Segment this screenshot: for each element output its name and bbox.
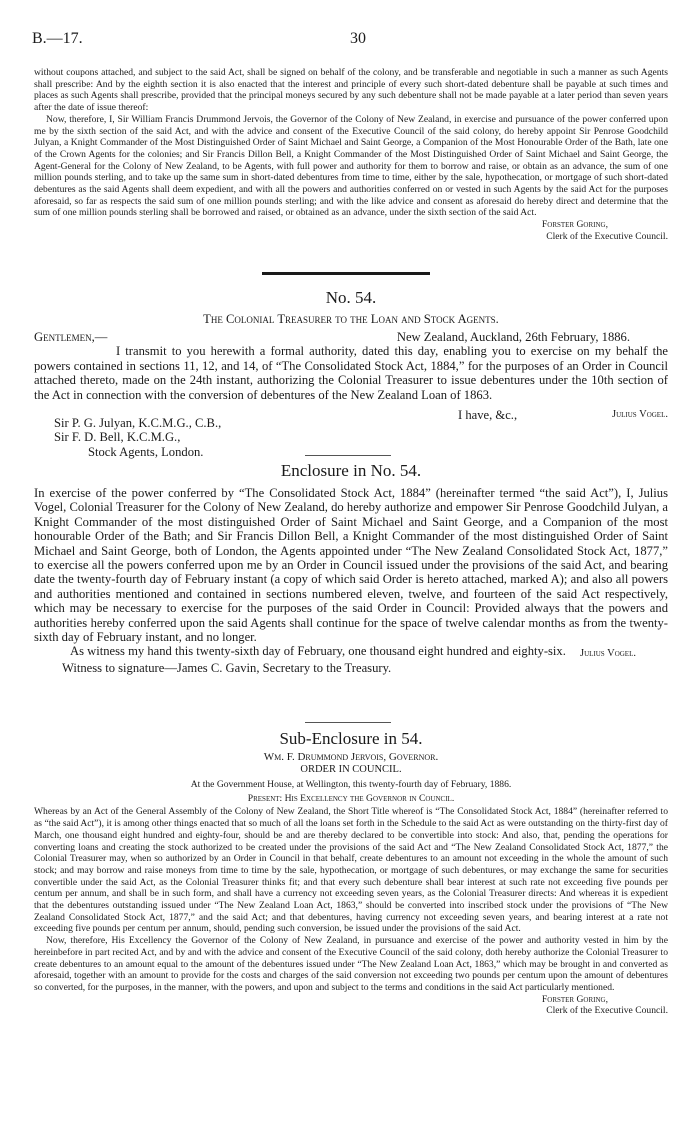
witness-signature: Witness to signature—James C. Gavin, Secretary to the Treasury. (62, 661, 392, 676)
letter-title: No. 54. (325, 288, 377, 307)
present-line: Present: His Excellency the Governor in Council. (247, 792, 455, 804)
page-number: 30 (350, 30, 366, 47)
governor-line: Wm. F. Drummond Jervois, Governor. (263, 751, 439, 763)
enclosure-signer: Julius Vogel. (579, 647, 636, 659)
addressee-1: Sir P. G. Julyan, K.C.M.G., C.B., (54, 416, 222, 431)
salutation: Gentlemen,— (34, 330, 108, 344)
addressees (34, 416, 668, 459)
order-paragraph-2: Now, therefore, His Excellency the Governor of the Colony of New Zealand, in pursuance and exercise of the power and authority vested in him by the hereinbefore in part recited Act, and by and with the advice and consent of the Executive Council of the said colony, doth hereby authorize the Colonial Treasurer to create debentures to an amount equal to the amount of the debentures issued under “The New Zealand Loan Act, 1863,” which may be brought in and converted as aforesaid, together with an amount to provide for the costs and charges of the said conversion not exceeding two pounds per centum upon the amount of debentures so converted, for the purposes, in the manner, with the powers, and upon and subject to the terms and conditions in the said Act particularly mentioned. (34, 935, 668, 993)
section-divider (262, 272, 430, 275)
document-reference: B.—17. (32, 30, 83, 47)
letter-no-54 (34, 288, 668, 459)
signature-name: Forster Goring, (541, 219, 608, 231)
top-paragraph-1: without coupons attached, and subject to the said Act, shall be signed on behalf of the colony, and be transferable and negotiable in such a manner as such Agents shall prescribe: And by the eighth section it is also enacted that the interest and principle of every such short-dated debenture shall be payable at such times and places as such Agents shall prescribe, provided that the principal moneys secured by any such debenture shall not be made payable at a later period than seven years after the date of issue thereof: (34, 67, 668, 114)
letter-signer: Julius Vogel. (611, 409, 668, 420)
sub-enclosure-section (34, 729, 668, 1017)
order-heading: ORDER IN COUNCIL. (300, 764, 402, 775)
addressee-2: Sir F. D. Bell, K.C.M.G., (54, 430, 181, 445)
addressee-3: Stock Agents, London. (88, 444, 204, 459)
order-signature-name: Forster Goring, (541, 993, 608, 1005)
order-place-date: At the Government House, at Wellington, this twenty-fourth day of February, 1886. (190, 779, 512, 790)
enclosure-title: Enclosure in No. 54. (280, 461, 422, 480)
page-header (32, 30, 668, 50)
sub-enclosure-title: Sub-Enclosure in 54. (279, 729, 423, 748)
top-paragraph-2: Now, therefore, I, Sir William Francis Drummond Jervois, the Governor of the Colony of New Zealand, in exercise and pursuance of the power conferred upon me by the sixth section of the said Act, and with the advice and consent of the Executive Council of the said colony, do hereby appoint Sir Penrose Goodchild Julyan, a Knight Commander of the Most Distinguished Order of Saint Michael and Saint George, a Companion of the Most Honourable Order of the Bath, late one of the Crown Agents for the colonies; and Sir Francis Dillon Bell, a Knight Commander of the Most Distinguished Order of Saint Michael and Saint George, the Agent-General for the Colony of New Zealand, to be Agents, with full power and authority for them to borrow and raise, or obtain as an advance, the sum of one million pounds sterling, and to take up the same sum in short-dated debentures from time to time, either by the sale, hypothecation, or mortgage of such short-dated debentures as the said Agents shall deem expedient, and with all the powers and authorities conferred on or vested in such Agents by the said Act for the purposes aforesaid, so far as respects the said sum of one million pounds sterling; and with the like advice and consent as aforesaid do hereby direct and determine that the sum of one million pounds sterling shall be borrowed and raised, or obtained as an advance, under the sixth section of the said Act. (34, 113, 668, 219)
section-divider (305, 722, 391, 723)
enclosure-section (34, 461, 668, 676)
signature-title: Clerk of the Executive Council. (546, 230, 668, 242)
place-date: New Zealand, Auckland, 26th February, 1886. (396, 330, 630, 344)
enclosure-body: In exercise of the power conferred by “The Consolidated Stock Act, 1884” (hereinafter termed “the said Act”), I, Julius Vogel, Colonial Treasurer for the Colony of New Zealand, do hereby authorize and empower Sir Penrose Goodchild Julyan, a Knight Commander of the most distinguished Order of Saint Michael and Saint George, and a Companion of the most honourable Order of the Bath; and Sir Francis Dillon Bell, a Knight Commander of the most distinguished Order of Saint Michael and Saint George, both of London, the Agents appointed under “The New Zealand Consolidated Stock Act, 1877,” to exercise all the powers conferred upon me by an Order in Council issued under the provisions of the said Act, and bearing date the twenty-fourth day of February instant (a copy of which said Order is hereto attached, marked A); and also all powers and authorities mentioned and contained in sections numbered eleven, twelve, and fourteen of the said Act respectively, which may be necessary to exercise for the purposes of the said Order in Council: Provided always that the powers and authorities hereby conferred upon the said Agents shall continue for the space of twelve calendar months as from the twenty-sixth day of February instant, and no longer. (34, 486, 668, 645)
letter-body: I transmit to you herewith a formal authority, dated this day, enabling you to exercise on my behalf the powers contained in sections 11, 12, and 14, of “The Consolidated Stock Act, 1884,” for the purposes of an Order in Council attached thereto, made on the 24th instant, authorizing the Colonial Treasurer to issue debentures under the 10th section of the Act in connection with the conversion of debentures of the New Zealand Loan of 1863. (34, 344, 668, 402)
top-section (34, 67, 668, 243)
letter-subtitle: The Colonial Treasurer to the Loan and Stock Agents. (203, 312, 499, 326)
letter-close: I have, &c., (458, 408, 518, 422)
order-paragraph-1: Whereas by an Act of the General Assembly of the Colony of New Zealand, the Short Title whereof is “The Consolidated Stock Act, 1884” (hereinafter referred to as “the said Act”), it is among other things enacted that so much of all the loans set forth in the Schedule to the said Act as were outstanding on the thirty-first day of March, one thousand eight hundred and eighty-four, should be and are thereby declared to be convertible into stock: And also, that, pending the operations for converting loans and creating the stock authorized to be created under the provisions of the said Act and “The New Zealand Consolidated Stock Act, 1877,” the Colonial Treasurer may, when so authorized by an Order in Council in that behalf, create debentures to an amount not exceeding in the whole the amount of such stock; and may borrow and raise moneys from time to time by the sale, hypothecation, or mortgage of such debentures, or may exchange the same for securities convertible under the said Act, as the Colonial Treasurer thinks fit; and that every such debenture shall bear interest at such rate not exceeding five pounds per centum per annum, and shall be in such form, and shall have a currency not exceeding seven years, as the Colonial Treasurer directs: And whereas it is expedient that the debentures outstanding issued under “The New Zealand Loan Act, 1863,” should be converted into inscribed stock under the provisions of “The New Zealand Consolidated Stock Act, 1877,” and the said Act; and that debentures, having currency not exceeding seven years, and bearing interest at a rate not exceeding five pounds per centum per annum, should, pending such conversion, be issued under the provisions of the said Act. (34, 806, 668, 935)
order-signature-title: Clerk of the Executive Council. (546, 1005, 668, 1017)
section-divider (305, 455, 391, 456)
enclosure-witness: As witness my hand this twenty-sixth day of February, one thousand eight hundred and eighty-six. (70, 644, 566, 659)
